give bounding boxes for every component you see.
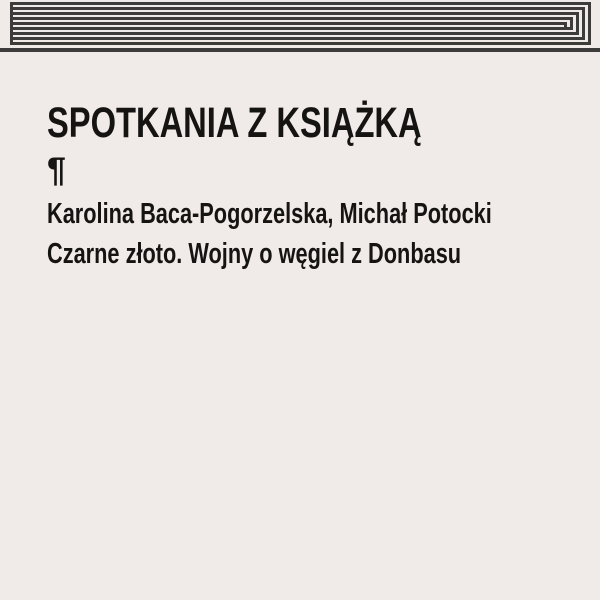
authors-text: Karolina Baca-Pogorzelska, Michał Potocki <box>47 198 492 230</box>
pilcrow-mark: ¶ <box>47 151 66 189</box>
section-title-text: SPOTKANIA Z KSIĄŻKĄ <box>47 99 422 147</box>
authors-line <box>47 200 600 229</box>
book-title-text: Czarne złoto. Wojny o węgiel z Donbasu <box>47 238 462 270</box>
section-title <box>47 99 540 147</box>
book-title <box>47 240 599 269</box>
announcement-card <box>47 0 600 600</box>
